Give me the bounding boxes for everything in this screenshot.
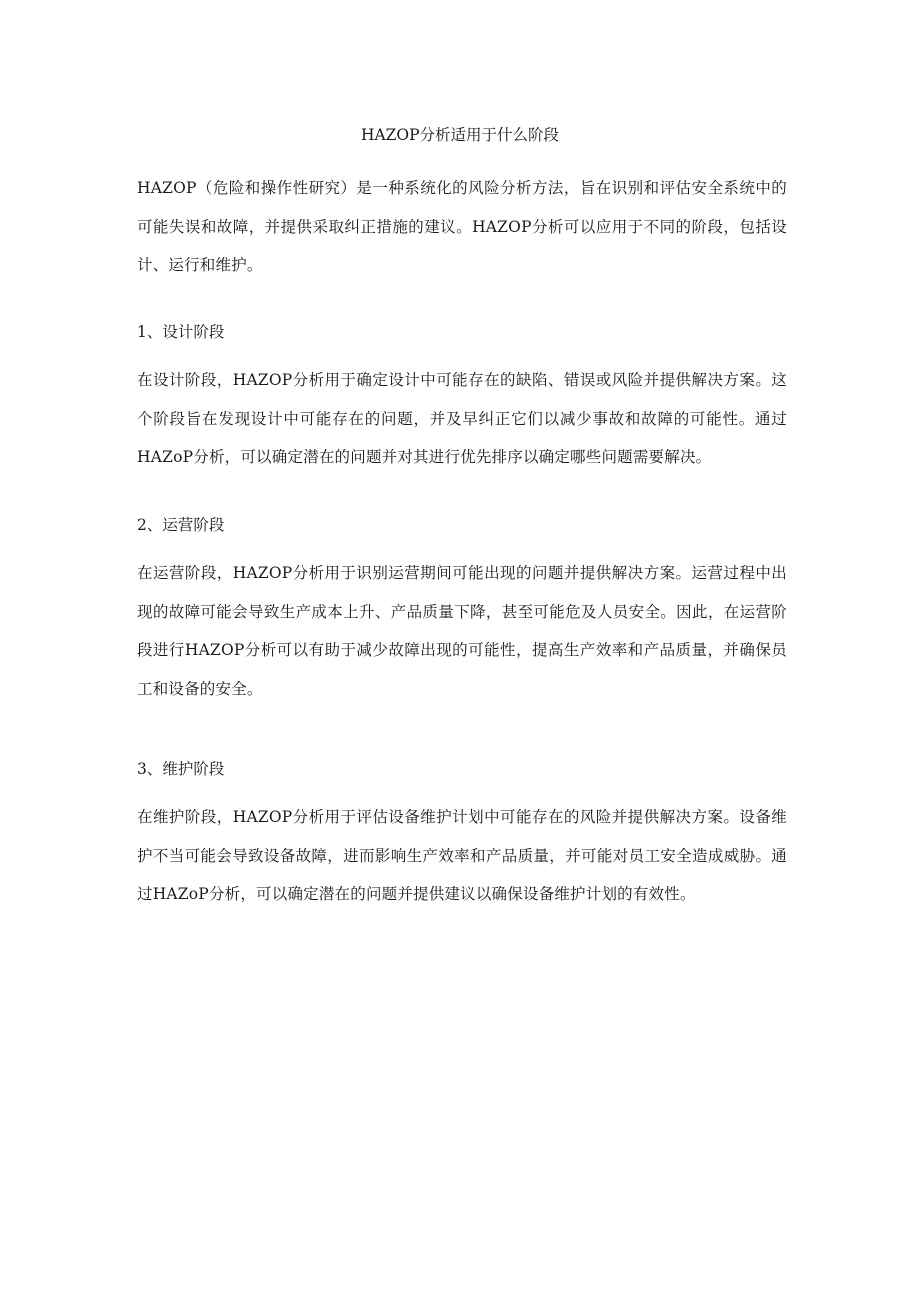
- intro-paragraph: HAZOP（危险和操作性研究）是一种系统化的风险分析方法，旨在识别和评估安全系统中的可能失误和故障，并提供采取纠正措施的建议。HAZOP分析可以应用于不同的阶段，包括设计、运行和维护。: [137, 179, 787, 274]
- section-heading-design: 1、设计阶段: [137, 323, 225, 341]
- section-body-maintenance: 在维护阶段，HAZOP分析用于评估设备维护计划中可能存在的风险并提供解决方案。设备维护不当可能会导致设备故障，进而影响生产效率和产品质量，并可能对员工安全造成威胁。通过HAZoP分析，可以确定潜在的问题并提供建议以确保设备维护计划的有效性。: [137, 808, 787, 903]
- section-body-design: 在设计阶段，HAZOP分析用于确定设计中可能存在的缺陷、错误或风险并提供解决方案。这个阶段旨在发现设计中可能存在的问题，并及早纠正它们以减少事故和故障的可能性。通过HAZoP分析，可以确定潜在的问题并对其进行优先排序以确定哪些问题需要解决。: [137, 371, 787, 466]
- section-heading-operation: 2、运营阶段: [137, 516, 225, 534]
- section-heading-maintenance: 3、维护阶段: [137, 760, 225, 778]
- document-title: HAZOP分析适用于什么阶段: [360, 126, 560, 144]
- section-body-operation: 在运营阶段，HAZOP分析用于识别运营期间可能出现的问题并提供解决方案。运营过程中出现的故障可能会导致生产成本上升、产品质量下降，甚至可能危及人员安全。因此，在运营阶段进行HAZOP分析可以有助于减少故障出现的可能性，提高生产效率和产品质量，并确保员工和设备的安全。: [137, 564, 787, 698]
